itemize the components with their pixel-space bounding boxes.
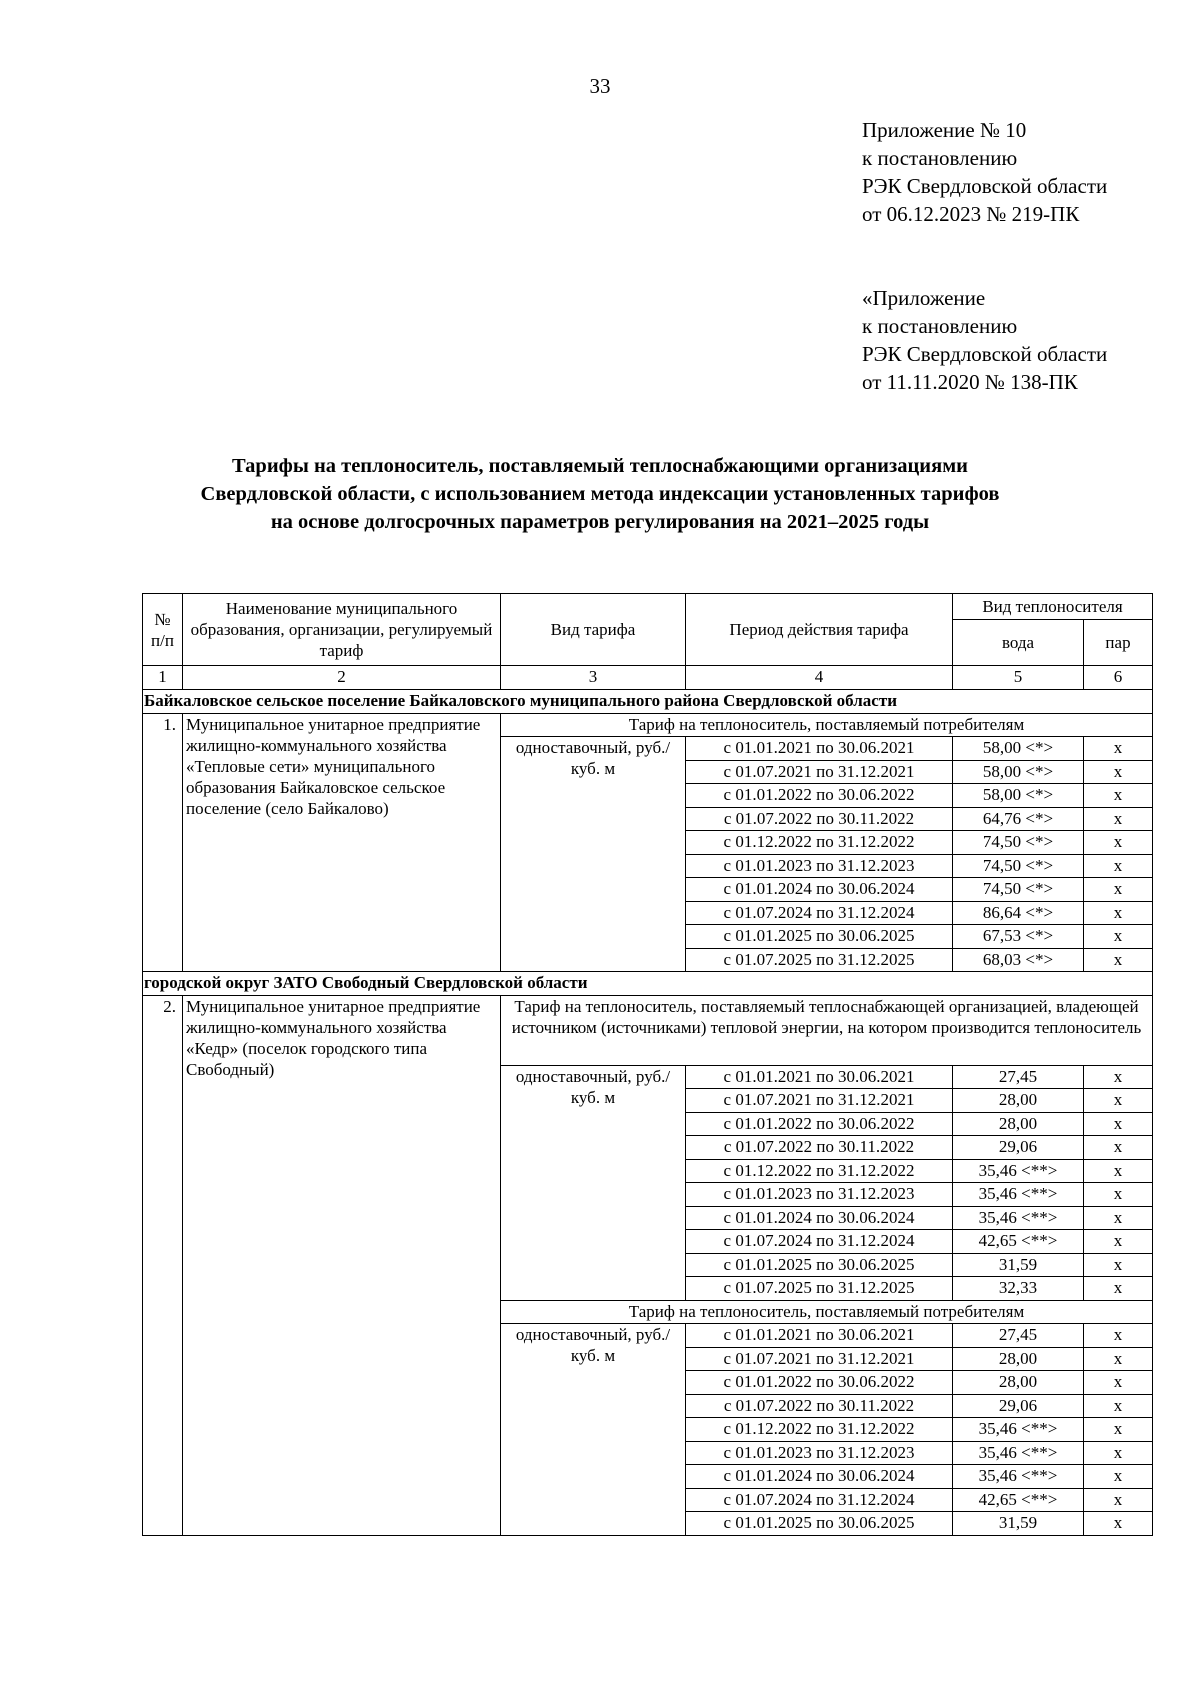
- column-number: 5: [953, 666, 1084, 690]
- steam-value: х: [1084, 737, 1153, 761]
- water-value: 86,64 <*>: [953, 901, 1084, 925]
- period-cell: с 01.12.2022 по 31.12.2022: [686, 1159, 953, 1183]
- period-cell: с 01.01.2024 по 30.06.2024: [686, 878, 953, 902]
- water-value: 28,00: [953, 1371, 1084, 1395]
- period-cell: с 01.07.2024 по 31.12.2024: [686, 1488, 953, 1512]
- steam-value: х: [1084, 1159, 1153, 1183]
- period-cell: с 01.01.2023 по 31.12.2023: [686, 1441, 953, 1465]
- steam-value: х: [1084, 1465, 1153, 1489]
- title-line: Свердловской области, с использованием метода индексации установленных тарифов: [200, 483, 1000, 505]
- row-number: 2.: [143, 995, 183, 1535]
- period-cell: с 01.07.2021 по 31.12.2021: [686, 1089, 953, 1113]
- water-value: 31,59: [953, 1512, 1084, 1536]
- period-cell: с 01.12.2022 по 31.12.2022: [686, 1418, 953, 1442]
- title-line: на основе долгосрочных параметров регулирования на 2021–2025 годы: [270, 511, 930, 533]
- period-cell: с 01.01.2021 по 30.06.2021: [686, 1065, 953, 1089]
- table-row: [143, 713, 1153, 737]
- period-cell: с 01.01.2021 по 30.06.2021: [686, 1324, 953, 1348]
- water-value: 58,00 <*>: [953, 737, 1084, 761]
- water-value: 29,06: [953, 1136, 1084, 1160]
- water-value: 58,00 <*>: [953, 784, 1084, 808]
- table-row: [143, 972, 1153, 996]
- steam-value: х: [1084, 1136, 1153, 1160]
- water-value: 35,46 <**>: [953, 1206, 1084, 1230]
- steam-value: х: [1084, 1089, 1153, 1113]
- period-cell: с 01.01.2024 по 30.06.2024: [686, 1206, 953, 1230]
- period-cell: с 01.07.2021 по 31.12.2021: [686, 760, 953, 784]
- tariff-type: одноставочный, руб./куб. м: [501, 1324, 686, 1536]
- water-value: 64,76 <*>: [953, 807, 1084, 831]
- header-steam: пар: [1084, 620, 1153, 666]
- water-value: 42,65 <**>: [953, 1488, 1084, 1512]
- page-number: 33: [589, 74, 611, 98]
- appendix-line: к постановлению: [862, 146, 1018, 170]
- period-cell: с 01.07.2022 по 30.11.2022: [686, 1136, 953, 1160]
- period-cell: с 01.01.2022 по 30.06.2022: [686, 1112, 953, 1136]
- steam-value: х: [1084, 1371, 1153, 1395]
- header-water: вода: [953, 620, 1084, 666]
- tariff-group-title: Тариф на теплоноситель, поставляемый потребителям: [501, 1300, 1153, 1324]
- steam-value: х: [1084, 854, 1153, 878]
- water-value: 35,46 <**>: [953, 1441, 1084, 1465]
- steam-value: х: [1084, 1324, 1153, 1348]
- water-value: 74,50 <*>: [953, 854, 1084, 878]
- steam-value: х: [1084, 1112, 1153, 1136]
- water-value: 27,45: [953, 1324, 1084, 1348]
- steam-value: х: [1084, 1065, 1153, 1089]
- water-value: 35,46 <**>: [953, 1159, 1084, 1183]
- column-number: 1: [143, 666, 183, 690]
- water-value: 67,53 <*>: [953, 925, 1084, 949]
- appendix-line: Приложение № 10: [862, 118, 1027, 142]
- appendix-block-current: [862, 116, 1107, 228]
- period-cell: с 01.01.2023 по 31.12.2023: [686, 1183, 953, 1207]
- steam-value: х: [1084, 901, 1153, 925]
- water-value: 28,00: [953, 1347, 1084, 1371]
- water-value: 68,03 <*>: [953, 948, 1084, 972]
- water-value: 27,45: [953, 1065, 1084, 1089]
- column-number: 2: [183, 666, 501, 690]
- steam-value: х: [1084, 1418, 1153, 1442]
- document-title: [100, 452, 1100, 536]
- period-cell: с 01.12.2022 по 31.12.2022: [686, 831, 953, 855]
- period-cell: с 01.01.2022 по 30.06.2022: [686, 784, 953, 808]
- period-cell: с 01.01.2025 по 30.06.2025: [686, 1512, 953, 1536]
- header-carrier-type: Вид теплоносителя: [953, 594, 1153, 620]
- steam-value: х: [1084, 784, 1153, 808]
- table-row: [143, 995, 1153, 1065]
- steam-value: х: [1084, 1512, 1153, 1536]
- period-cell: с 01.01.2025 по 30.06.2025: [686, 1253, 953, 1277]
- tariff-table: [142, 593, 1153, 1536]
- steam-value: х: [1084, 1253, 1153, 1277]
- water-value: 74,50 <*>: [953, 878, 1084, 902]
- period-cell: с 01.07.2024 по 31.12.2024: [686, 1230, 953, 1254]
- appendix-line: РЭК Свердловской области: [862, 174, 1108, 198]
- header-num: № п/п: [143, 594, 183, 666]
- appendix-line: к постановлению: [862, 314, 1018, 338]
- appendix-line: от 06.12.2023 № 219-ПК: [862, 202, 1080, 226]
- steam-value: х: [1084, 1488, 1153, 1512]
- tariff-type: одноставочный, руб./куб. м: [501, 1065, 686, 1300]
- steam-value: х: [1084, 760, 1153, 784]
- water-value: 58,00 <*>: [953, 760, 1084, 784]
- period-cell: с 01.07.2024 по 31.12.2024: [686, 901, 953, 925]
- steam-value: х: [1084, 1347, 1153, 1371]
- water-value: 74,50 <*>: [953, 831, 1084, 855]
- steam-value: х: [1084, 1441, 1153, 1465]
- period-cell: с 01.01.2023 по 31.12.2023: [686, 854, 953, 878]
- appendix-line: «Приложение: [862, 286, 986, 310]
- header-period: Период действия тарифа: [686, 594, 953, 666]
- organization-name: Муниципальное унитарное предприятие жилищно-коммунального хозяйства «Тепловые сети» муниципального образования Байкаловское сельское поселение (село Байкалово): [183, 713, 501, 972]
- column-number: 4: [686, 666, 953, 690]
- period-cell: с 01.07.2021 по 31.12.2021: [686, 1347, 953, 1371]
- appendix-block-original: [862, 284, 1107, 396]
- tariff-group-title: Тариф на теплоноситель, поставляемый потребителям: [501, 713, 1153, 737]
- water-value: 32,33: [953, 1277, 1084, 1301]
- tariff-type: одноставочный, руб./куб. м: [501, 737, 686, 972]
- period-cell: с 01.07.2025 по 31.12.2025: [686, 1277, 953, 1301]
- period-cell: с 01.01.2025 по 30.06.2025: [686, 925, 953, 949]
- water-value: 29,06: [953, 1394, 1084, 1418]
- appendix-line: РЭК Свердловской области: [862, 342, 1108, 366]
- header-org: Наименование муниципального образования, организации, регулируемый тариф: [183, 594, 501, 666]
- header-tariff-type: Вид тарифа: [501, 594, 686, 666]
- water-value: 35,46 <**>: [953, 1465, 1084, 1489]
- column-number: 6: [1084, 666, 1153, 690]
- steam-value: х: [1084, 1277, 1153, 1301]
- steam-value: х: [1084, 925, 1153, 949]
- water-value: 35,46 <**>: [953, 1183, 1084, 1207]
- table-row: [143, 690, 1153, 714]
- steam-value: х: [1084, 1206, 1153, 1230]
- period-cell: с 01.01.2021 по 30.06.2021: [686, 737, 953, 761]
- steam-value: х: [1084, 1230, 1153, 1254]
- period-cell: с 01.01.2024 по 30.06.2024: [686, 1465, 953, 1489]
- title-line: Тарифы на теплоноситель, поставляемый теплоснабжающими организациями: [232, 455, 968, 477]
- steam-value: х: [1084, 831, 1153, 855]
- column-number: 3: [501, 666, 686, 690]
- period-cell: с 01.01.2022 по 30.06.2022: [686, 1371, 953, 1395]
- section-title: Байкаловское сельское поселение Байкаловского муниципального района Свердловской области: [143, 690, 1153, 714]
- steam-value: х: [1084, 948, 1153, 972]
- row-number: 1.: [143, 713, 183, 972]
- section-title: городской округ ЗАТО Свободный Свердловской области: [143, 972, 1153, 996]
- period-cell: с 01.07.2022 по 30.11.2022: [686, 807, 953, 831]
- water-value: 42,65 <**>: [953, 1230, 1084, 1254]
- appendix-line: от 11.11.2020 № 138-ПК: [862, 370, 1078, 394]
- water-value: 28,00: [953, 1112, 1084, 1136]
- steam-value: х: [1084, 1183, 1153, 1207]
- water-value: 28,00: [953, 1089, 1084, 1113]
- water-value: 31,59: [953, 1253, 1084, 1277]
- steam-value: х: [1084, 1394, 1153, 1418]
- period-cell: с 01.07.2022 по 30.11.2022: [686, 1394, 953, 1418]
- organization-name: Муниципальное унитарное предприятие жилищно-коммунального хозяйства «Кедр» (поселок городского типа Свободный): [183, 995, 501, 1535]
- steam-value: х: [1084, 878, 1153, 902]
- period-cell: с 01.07.2025 по 31.12.2025: [686, 948, 953, 972]
- tariff-group-title: Тариф на теплоноситель, поставляемый теплоснабжающей организацией, владеющей источником (источниками) тепловой энергии, на котором производится теплоноситель: [501, 995, 1153, 1065]
- steam-value: х: [1084, 807, 1153, 831]
- water-value: 35,46 <**>: [953, 1418, 1084, 1442]
